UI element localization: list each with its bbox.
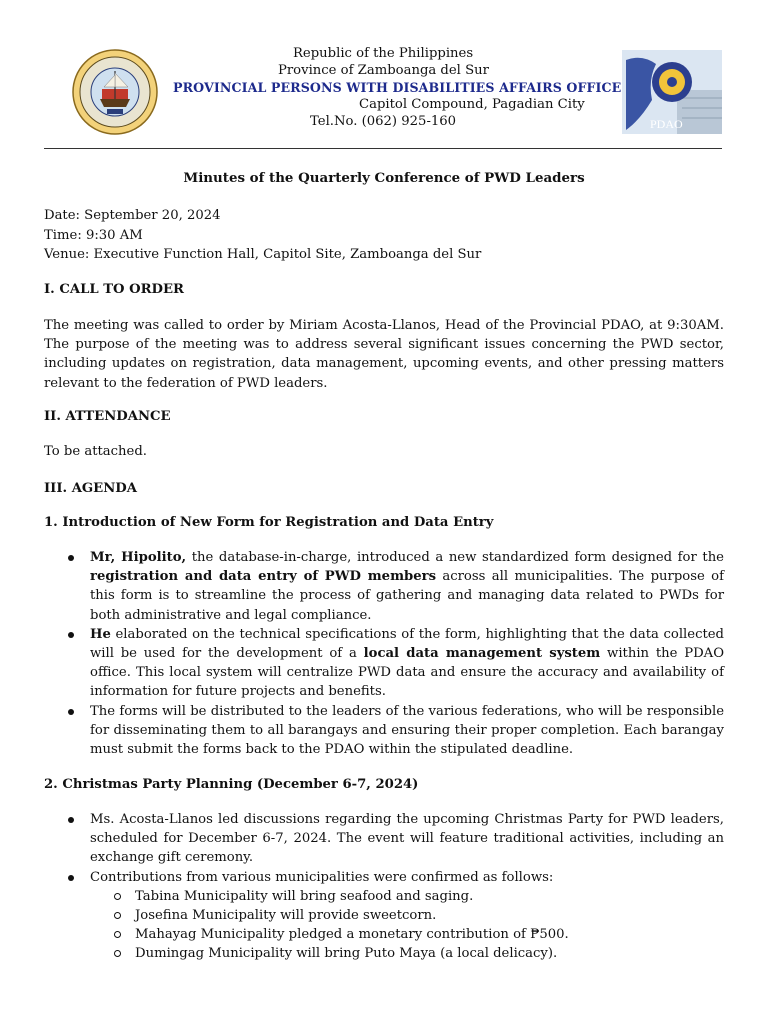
contributions-list xyxy=(90,887,724,964)
header-address: Capitol Compound, Pagadian City xyxy=(359,97,585,112)
header-province: Province of Zamboanga del Sur xyxy=(278,63,489,78)
agenda-item-1-list xyxy=(44,548,724,759)
province-seal-icon xyxy=(72,49,158,135)
attendance-paragraph: To be attached. xyxy=(44,444,147,459)
section-heading-call-to-order: I. CALL TO ORDER xyxy=(44,282,185,297)
list-item: Ms. Acosta-Llanos led discussions regarding the upcoming Christmas Party for PWD leaders, scheduled for December 6-7, 2024. The event will feature traditional activities, including an exchange gift ceremony. xyxy=(44,810,724,868)
section-heading-agenda: III. AGENDA xyxy=(44,481,137,496)
document-title: Minutes of the Quarterly Conference of PWD Leaders xyxy=(183,170,585,186)
agenda-item-2-list xyxy=(44,810,724,964)
meeting-venue: Venue: Executive Function Hall, Capitol Site, Zamboanga del Sur xyxy=(44,247,482,262)
meeting-date: Date: September 20, 2024 xyxy=(44,208,221,223)
list-item: The forms will be distributed to the leaders of the various federations, who will be responsible for disseminating them to all barangays and ensuring their proper completion. Each barangay must submit the forms back to the PDAO within the stipulated deadline. xyxy=(44,702,724,760)
header-office: PROVINCIAL PERSONS WITH DISABILITIES AFFAIRS OFFICE xyxy=(173,80,622,95)
contribution-item: Tabina Municipality will bring seafood and saging. xyxy=(90,887,724,906)
contribution-item: Josefina Municipality will provide sweetcorn. xyxy=(90,906,724,925)
list-item: Mr, Hipolito, the database-in-charge, introduced a new standardized form designed for the registration and data entry of PWD members across all municipalities. The purpose of this form is to streamline the process of gathering and managing data related to PWDs for both administrative and legal compliance. xyxy=(44,548,724,625)
contribution-item: Dumingag Municipality will bring Puto Maya (a local delicacy). xyxy=(90,944,724,963)
agenda-item-2-heading: 2. Christmas Party Planning (December 6-7, 2024) xyxy=(44,777,419,792)
header-republic: Republic of the Philippines xyxy=(293,46,474,61)
pdao-logo-text: PDAO xyxy=(650,117,683,131)
section-heading-attendance: II. ATTENDANCE xyxy=(44,409,171,424)
pdao-logo-icon xyxy=(622,50,722,134)
call-to-order-paragraph: The meeting was called to order by Miriam Acosta-Llanos, Head of the Provincial PDAO, at 9:30AM. The purpose of the meeting was to address several significant issues concerning the PWD sector, including updates on registration, data management, upcoming events, and other pressing matters relevant to the federation of PWD leaders. xyxy=(44,318,724,391)
list-item: Contributions from various municipalities were confirmed as follows: Tabina Municipality will bring seafood and saging. Josefina Municipality will provide sweetcorn. Mahayag Municipality pledged a monetary contribution of ₱500. Dumingag Municipality will bring Puto Maya (a local delicacy). xyxy=(44,868,724,964)
meeting-time: Time: 9:30 AM xyxy=(44,227,143,243)
agenda-item-1-heading: 1. Introduction of New Form for Registration and Data Entry xyxy=(44,515,494,530)
list-item: He elaborated on the technical specifications of the form, highlighting that the data collected will be used for the development of a local data management system within the PDAO office. This local system will centralize PWD data and ensure the accuracy and availability of information for future projects and benefits. xyxy=(44,625,724,702)
contribution-item: Mahayag Municipality pledged a monetary contribution of ₱500. xyxy=(90,925,724,944)
meeting-meta xyxy=(44,206,724,265)
letterhead xyxy=(0,0,768,150)
header-divider xyxy=(44,148,722,149)
header-tel: Tel.No. (062) 925-160 xyxy=(310,114,457,129)
